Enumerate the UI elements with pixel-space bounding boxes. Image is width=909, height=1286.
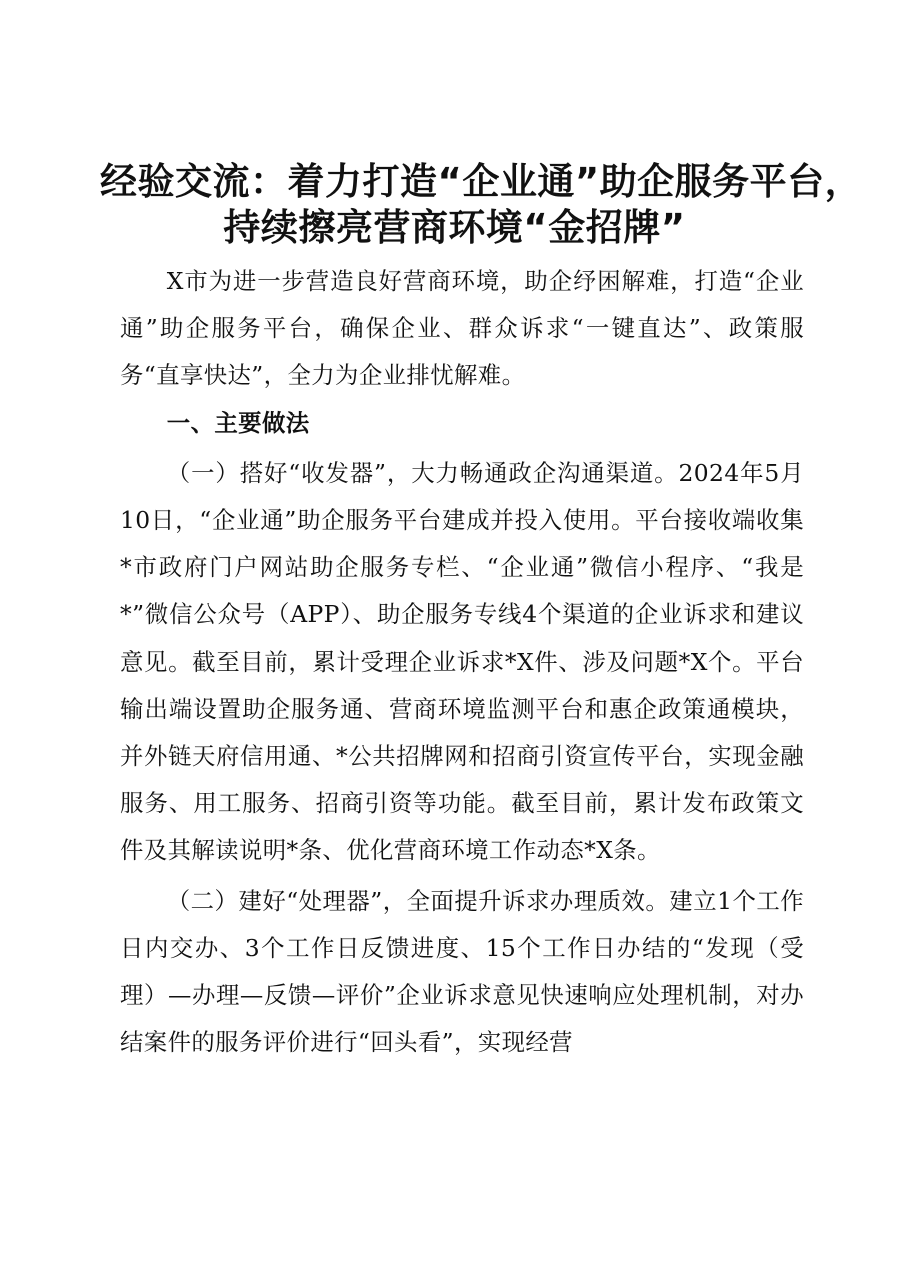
document-title-line-1: 经验交流：着力打造“企业通”助企服务平台， bbox=[100, 160, 863, 203]
paragraph-item-1: （一）搭好“收发器”，大力畅通政企沟通渠道。2024年5月10日，“企业通”助企服务平台建成并投入使用。平台接收端收集*市政府门户网站助企服务专栏、“企业通”微信小程序、“我是*”微信公众号（APP）、助企服务专线4个渠道的企业诉求和建议意见。截至目前，累计受理企业诉求*X件、涉及问题*X个。平台输出端设置助企服务通、营商环境监测平台和惠企政策通模块，并外链天府信用通、*公共招牌网和招商引资宣传平台，实现金融服务、用工服务、招商引资等功能。截至目前，累计发布政策文件及其解读说明*条、优化营商环境工作动态*X条。 bbox=[120, 458, 804, 865]
paragraph-item-2: （二）建好“处理器”，全面提升诉求办理质效。建立1个工作日内交办、3个工作日反馈进度、15个工作日办结的“发现（受理）—办理—反馈—评价”企业诉求意见快速响应处理机制，对办结案件的服务评价进行“回头看”，实现经营 bbox=[120, 886, 804, 1057]
section-heading-main-practices: 一、主要做法 bbox=[166, 408, 310, 437]
intro-paragraph: X市为进一步营造良好营商环境，助企纾困解难，打造“企业通”助企服务平台，确保企业、群众诉求“一键直达”、政策服务“直享快达”，全力为企业排忧解难。 bbox=[120, 267, 804, 390]
document-body bbox=[120, 258, 804, 1066]
document-title-line-2: 持续擦亮营商环境“金招牌” bbox=[223, 206, 686, 249]
